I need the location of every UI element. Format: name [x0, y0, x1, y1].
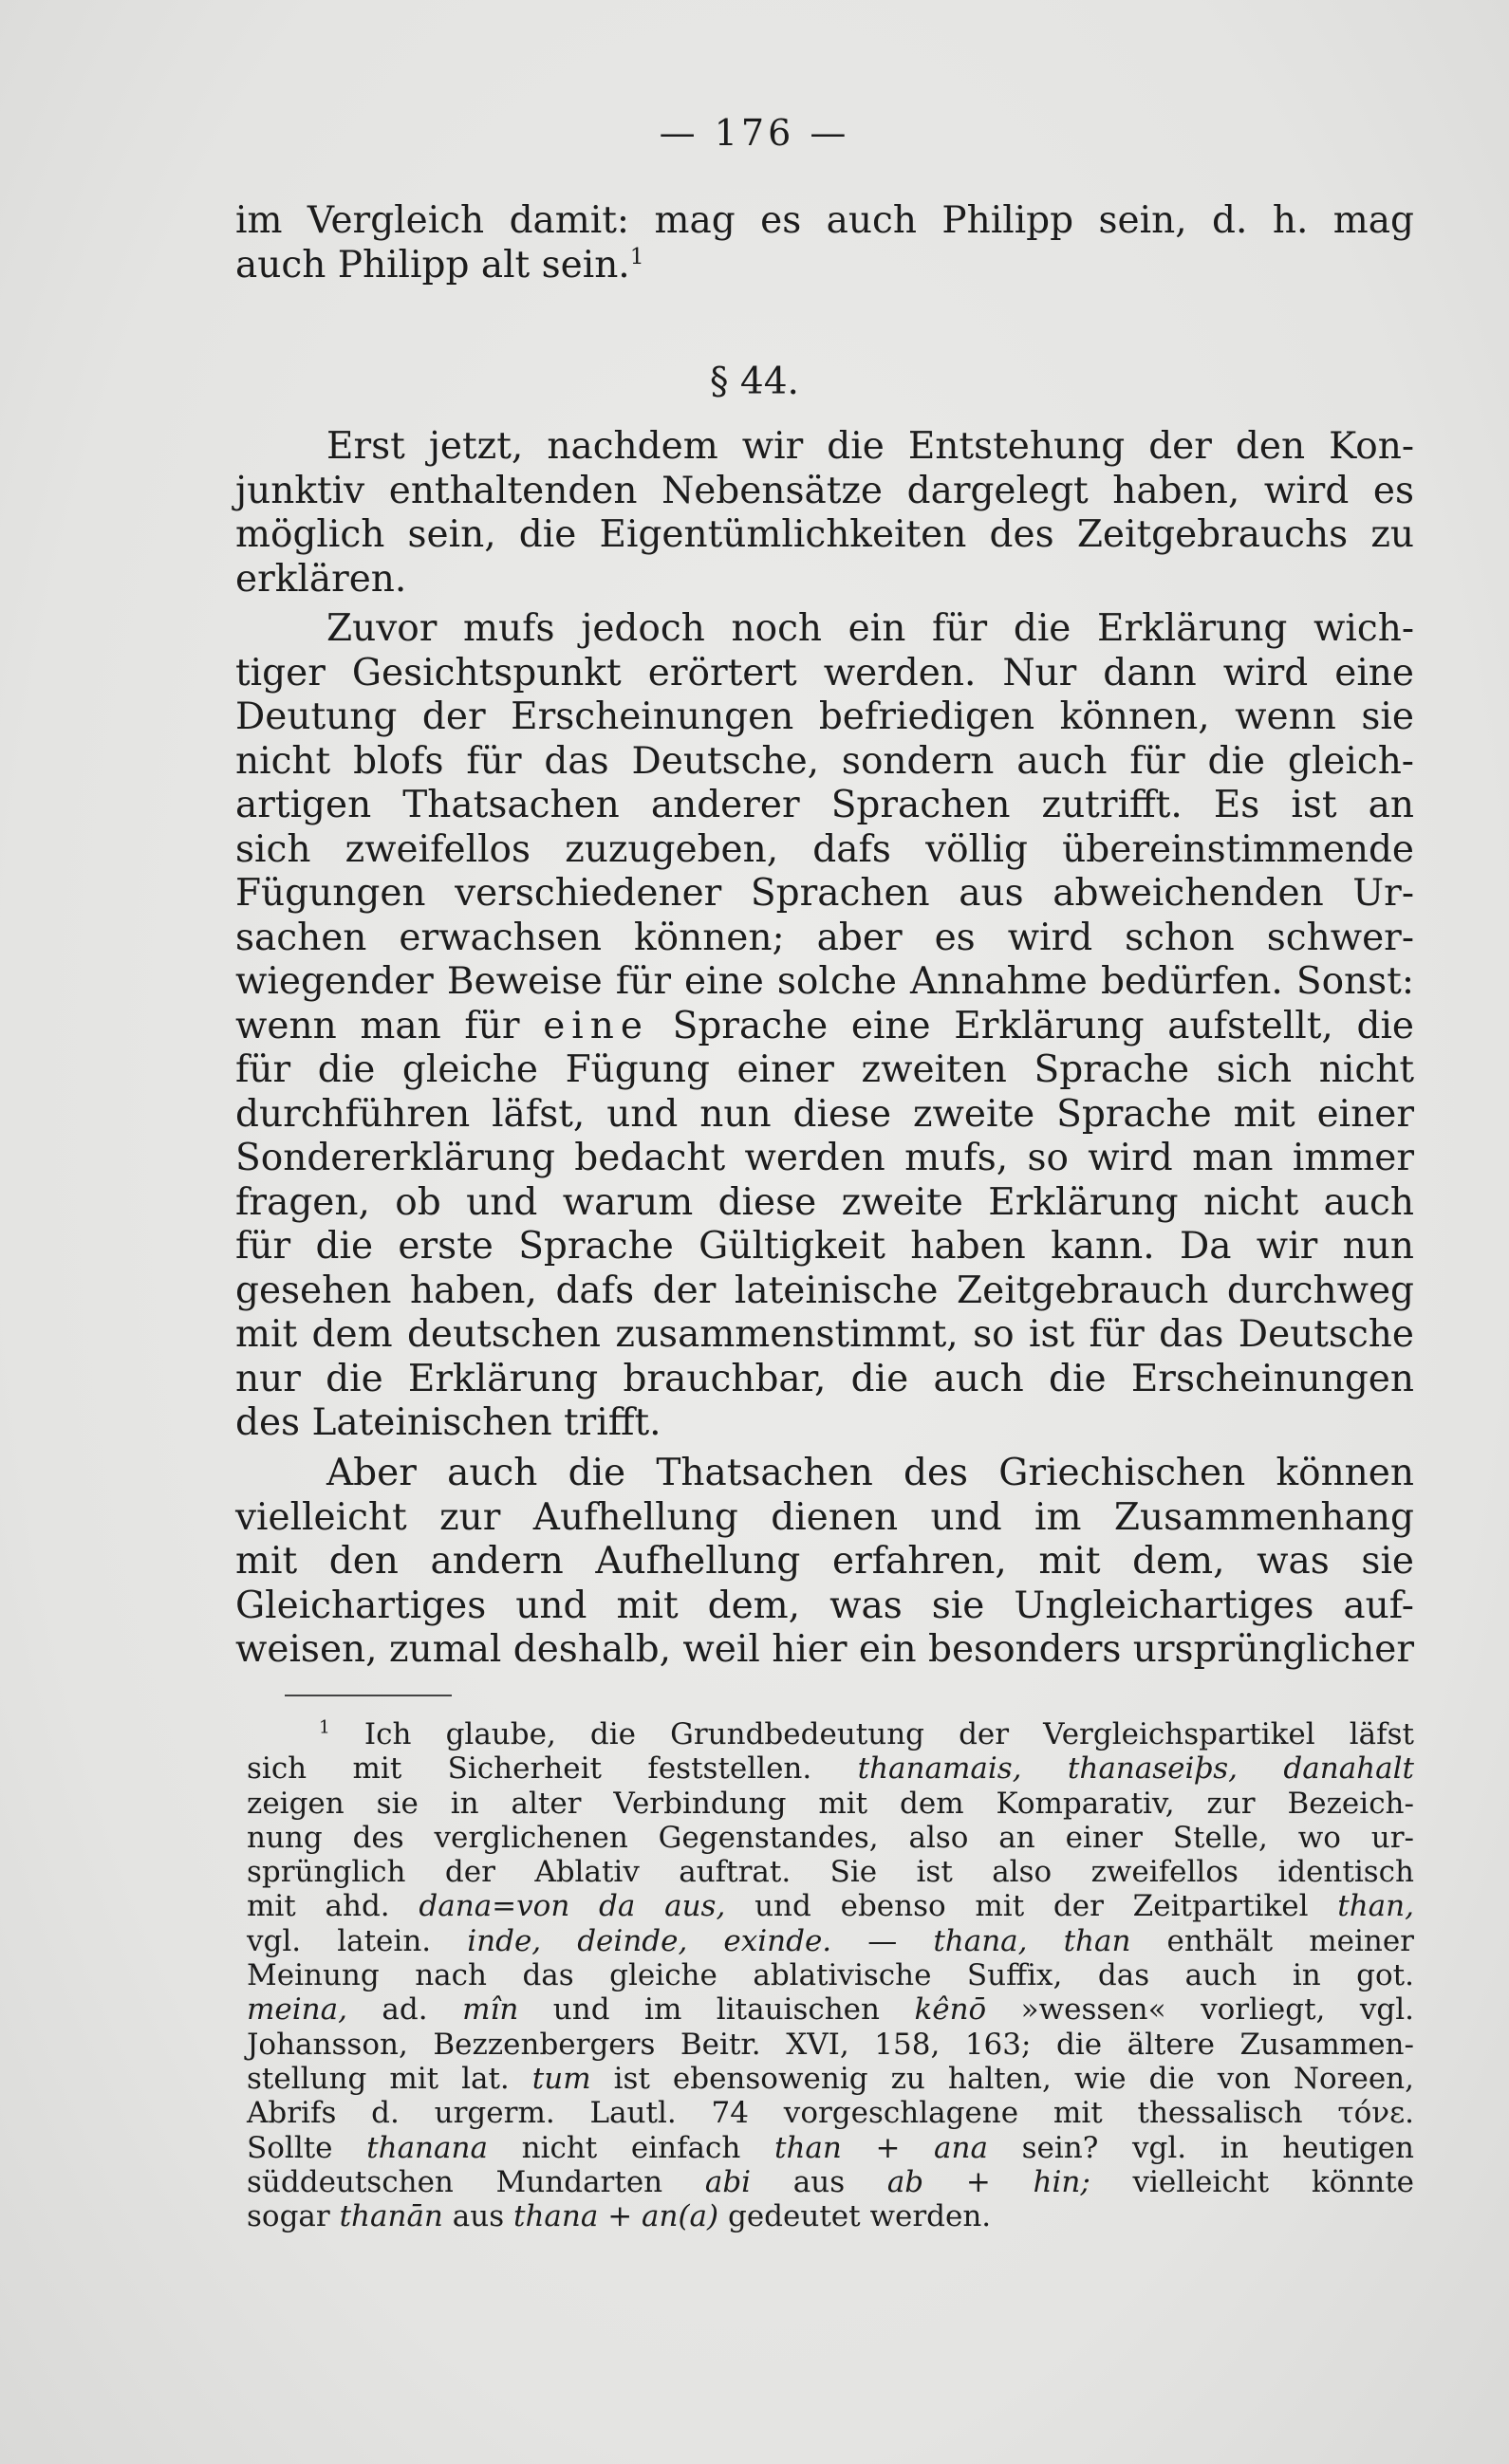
footnote-line: süddeutschen Mundarten abi aus ab + hin; vielleicht könnte: [247, 2164, 1414, 2199]
footnote-line: sogar thanān aus thana + an(a) gedeutet werden.: [247, 2199, 992, 2234]
text-line: artigen Thatsachen anderer Sprachen zutrifft. Es ist an: [235, 784, 1414, 826]
footnote-line: nung des verglichenen Gegenstandes, also an einer Stelle, wo ur-: [247, 1820, 1414, 1855]
footnote-line: sich mit Sicherheit feststellen. thanamais, thanaseiþs, danahalt: [247, 1751, 1414, 1787]
text-line: wiegender Beweise für eine solche Annahme bedürfen. Sonst:: [235, 960, 1414, 1003]
footnote-line: Sollte thanana nicht einfach than + ana sein? vgl. in heutigen: [247, 2130, 1414, 2165]
footnote-line: stellung mit lat. tum ist ebensowenig zu halten, wie die von Noreen,: [247, 2061, 1415, 2096]
text-line: mit dem deutschen zusammenstimmt, so ist für das Deutsche: [235, 1313, 1414, 1356]
text-line: weisen, zumal deshalb, weil hier ein besonders ursprünglicher: [235, 1628, 1414, 1671]
section-heading: § 44.: [710, 361, 799, 403]
text-line: wenn man für eine Sprache eine Erklärung aufstellt, die: [235, 1004, 1414, 1047]
footnote-line: zeigen sie in alter Verbindung mit dem Komparativ, zur Bezeich-: [247, 1786, 1414, 1821]
opening-text: [235, 199, 1414, 287]
paragraph-1: [235, 425, 1414, 602]
text-line: gesehen haben, dafs der lateinische Zeitgebrauch durchweg: [235, 1269, 1414, 1312]
text-line: erklären.: [235, 557, 407, 601]
text-line: junktiv enthaltenden Nebensätze dargelegt haben, wird es: [235, 469, 1414, 512]
footnote-line: sprünglich der Ablativ auftrat. Sie ist also zweifellos identisch: [247, 1855, 1414, 1890]
emphasis-spaced: eine: [543, 1004, 649, 1047]
text-line: im Vergleich damit: mag es auch Philipp sein, d. h. mag: [235, 199, 1414, 242]
footnote-line: Abrifs d. urgerm. Lautl. 74 vorgeschlagene mit thessalisch τόνε.: [247, 2096, 1414, 2131]
text-line: tiger Gesichtspunkt erörtert werden. Nur dann wird eine: [235, 651, 1414, 695]
paragraph-2: [235, 607, 1414, 1446]
text-line: des Lateinischen trifft.: [235, 1401, 661, 1444]
footnote: [247, 1717, 1414, 2233]
text-line: auch Philipp alt sein.$^1$: [235, 242, 644, 287]
text-line: sachen erwachsen können; aber es wird schon schwer-: [235, 916, 1414, 959]
text-line: sich zweifellos zuzugeben, dafs völlig übereinstimmende: [235, 827, 1414, 871]
text-line: Aber auch die Thatsachen des Griechischen können: [326, 1452, 1414, 1494]
text-line: für die gleiche Fügung einer zweiten Sprache sich nicht: [235, 1048, 1414, 1091]
text-line: Zuvor mufs jedoch noch ein für die Erklärung wich-: [326, 607, 1414, 650]
text-line: mit den andern Aufhellung erfahren, mit dem, was sie: [235, 1540, 1414, 1583]
text-line: Fügungen verschiedener Sprachen aus abweichenden Ur-: [235, 872, 1414, 915]
page-number: — 176 —: [659, 112, 850, 154]
footnote-line: $^1$ Ich glaube, die Grundbedeutung der Vergleichspartikel läfst: [319, 1717, 1414, 1751]
footnote-ref: 1: [629, 242, 644, 269]
footnote-line: mit ahd. dana=von da aus, und ebenso mit der Zeitpartikel than,: [247, 1889, 1414, 1924]
footnote-line: meina, ad. mîn und im litauischen kênō »wessen« vorliegt, vgl.: [247, 1992, 1414, 2028]
text-line: Sondererklärung bedacht werden mufs, so wird man immer: [235, 1137, 1414, 1179]
footnote-line: Johansson, Bezzenbergers Beitr. XVI, 158, 163; die ältere Zusammen-: [247, 2027, 1414, 2062]
footnote-line: vgl. latein. inde, deinde, exinde. — thana, than enthält meiner: [247, 1923, 1414, 1958]
text-line: Erst jetzt, nachdem wir die Entstehung der den Kon-: [326, 425, 1414, 468]
footnote-line: Meinung nach das gleiche ablativische Suffix, das auch in got.: [247, 1958, 1414, 1993]
text-line: nur die Erklärung brauchbar, die auch die Erscheinungen: [235, 1357, 1414, 1400]
footnote-marker: 1: [319, 1717, 330, 1738]
text-line: nicht blofs für das Deutsche, sondern auch für die gleich-: [235, 739, 1414, 783]
text-line: für die erste Sprache Gültigkeit haben kann. Da wir nun: [235, 1225, 1414, 1268]
text-line: vielleicht zur Aufhellung dienen und im Zusammenhang: [235, 1495, 1414, 1539]
paragraph-3: [235, 1452, 1414, 1673]
text-line: durchführen läfst, und nun diese zweite Sprache mit einer: [235, 1092, 1414, 1136]
text-line: fragen, ob und warum diese zweite Erklärung nicht auch: [235, 1180, 1414, 1224]
text-line: Deutung der Erscheinungen befriedigen können, wenn sie: [235, 695, 1414, 738]
footnote-divider: [285, 1695, 452, 1696]
text-line: möglich sein, die Eigentümlichkeiten des Zeitgebrauchs zu: [235, 513, 1414, 556]
text-line: Gleichartiges und mit dem, was sie Ungleichartiges auf-: [235, 1584, 1414, 1627]
